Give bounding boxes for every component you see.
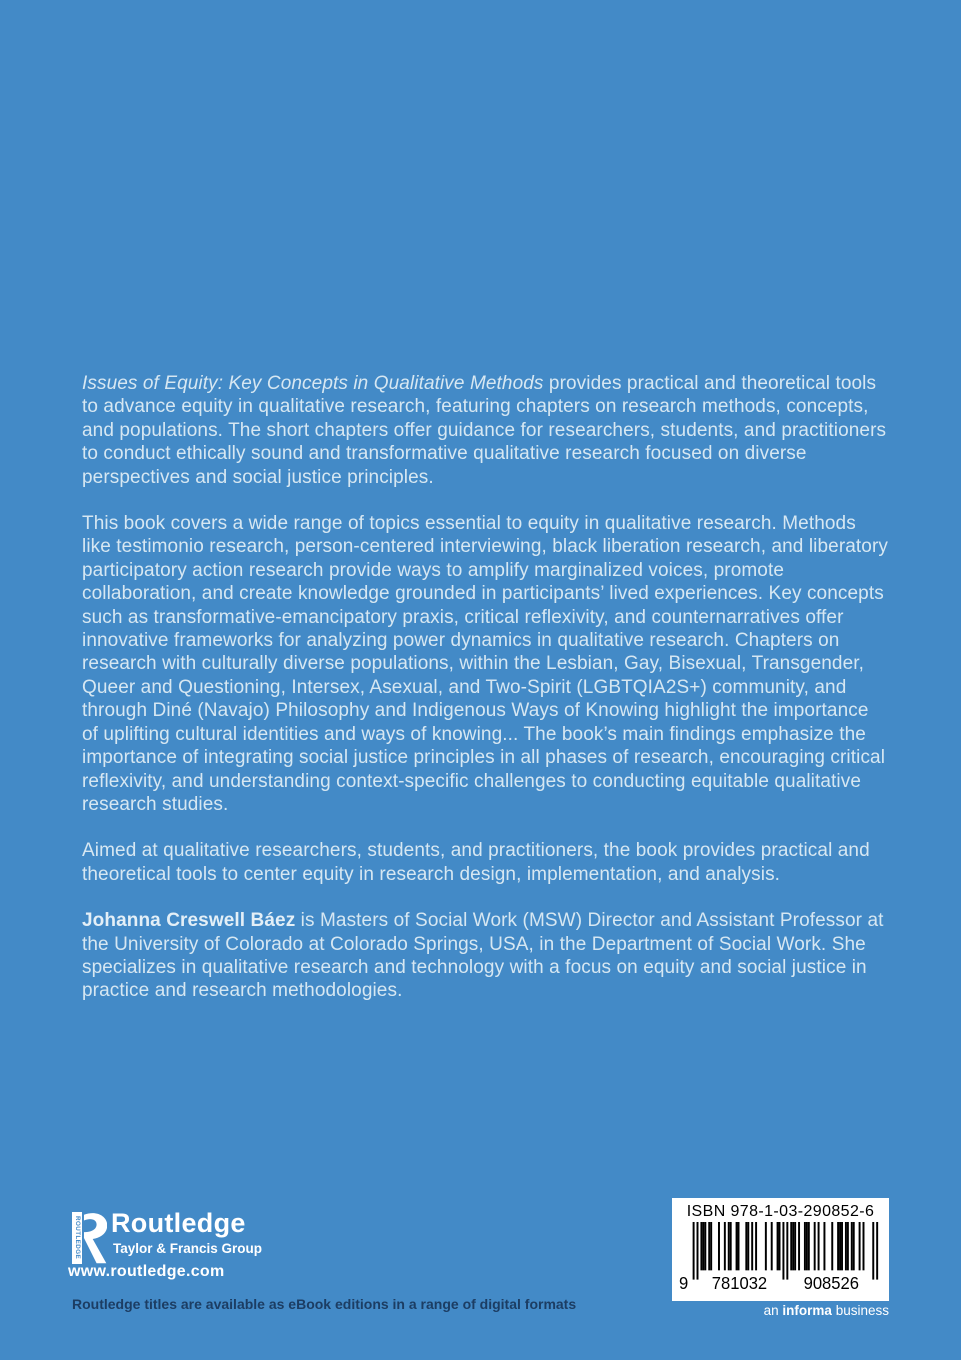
blurb-paragraph-topics: This book covers a wide range of topics essential to equity in qualitative research. Methods like testimonio research, person-centered interviewing, black liberation research, and liberatory participatory action research provide ways to amplify marginalized voices, promote collaboration, and create knowledge grounded in participants’ lived experiences. Key concepts such as transformative-emancipatory praxis, critical reflexivity, and counternarratives offer innovative frameworks for analyzing power dynamics in qualitative research. Chapters on research with culturally diverse populations, within the Lesbian, Gay, Bisexual, Transgender, Queer and Questioning, Intersex, Asexual, and Two-Spirit (LGBTQIA2S+) community, and through Diné (Navajo) Philosophy and Indigenous Ways of Knowing highlight the importance of uplifting cultural identities and ways of knowing... The book’s main findings emphasize the importance of integrating social justice principles in all phases of research, encouraging critical reflexivity, and understanding context-specific challenges to conducting equitable qualitative research studies. <box>82 513 888 815</box>
informa-prefix: an <box>763 1303 779 1318</box>
publisher-website: www.routledge.com <box>68 1263 225 1280</box>
blurb-paragraph-audience: Aimed at qualitative researchers, students, and practitioners, the book provides practical and theoretical tools to center equity in research design, implementation, and analysis. <box>82 840 870 885</box>
author-bio-text: is Masters of Social Work (MSW) Director and Assistant Professor at the University of Colorado at Colorado Springs, USA, in the Department of Social Work. She specializes in qualitative research and technology with a focus on equity and social justice in practice and research methodologies. <box>82 910 884 1002</box>
routledge-logo-vertical-text: ROUTLEDGE <box>74 1216 81 1260</box>
informa-business-note <box>764 1303 889 1318</box>
book-title: Issues of Equity: Key Concepts in Qualitative Methods <box>82 373 544 394</box>
routledge-logo <box>72 1212 107 1264</box>
ean13-barcode <box>677 1222 884 1294</box>
author-name: Johanna Creswell Báez <box>82 910 296 932</box>
routledge-logo-vertical-bar <box>72 1212 82 1264</box>
svg-text:908526: 908526 <box>803 1273 859 1293</box>
svg-text:9: 9 <box>678 1273 689 1293</box>
informa-brand: informa <box>782 1303 832 1318</box>
publisher-tagline: Taylor & Francis Group <box>113 1241 263 1256</box>
isbn-barcode-box <box>672 1198 889 1301</box>
author-bio <box>82 909 888 1003</box>
blurb-paragraph-summary-text: provides practical and theoretical tools to advance equity in qualitative research, featuring chapters on research methods, concepts, and populations. The short chapters offer guidance for researchers, students, and practitioners to conduct ethically sound and transformative qualitative research focused on diverse perspectives and social justice principles. <box>82 373 887 488</box>
ebook-availability-note: Routledge titles are available as eBook editions in a range of digital formats <box>72 1296 577 1312</box>
svg-text:781032: 781032 <box>711 1273 768 1293</box>
blurb-paragraph-summary <box>82 372 888 489</box>
back-cover-blurb <box>82 372 888 1026</box>
informa-suffix: business <box>835 1303 889 1318</box>
isbn-label: ISBN 978-1-03-290852-6 <box>686 1203 875 1220</box>
routledge-r-icon <box>83 1212 107 1264</box>
publisher-name: Routledge <box>111 1208 246 1238</box>
